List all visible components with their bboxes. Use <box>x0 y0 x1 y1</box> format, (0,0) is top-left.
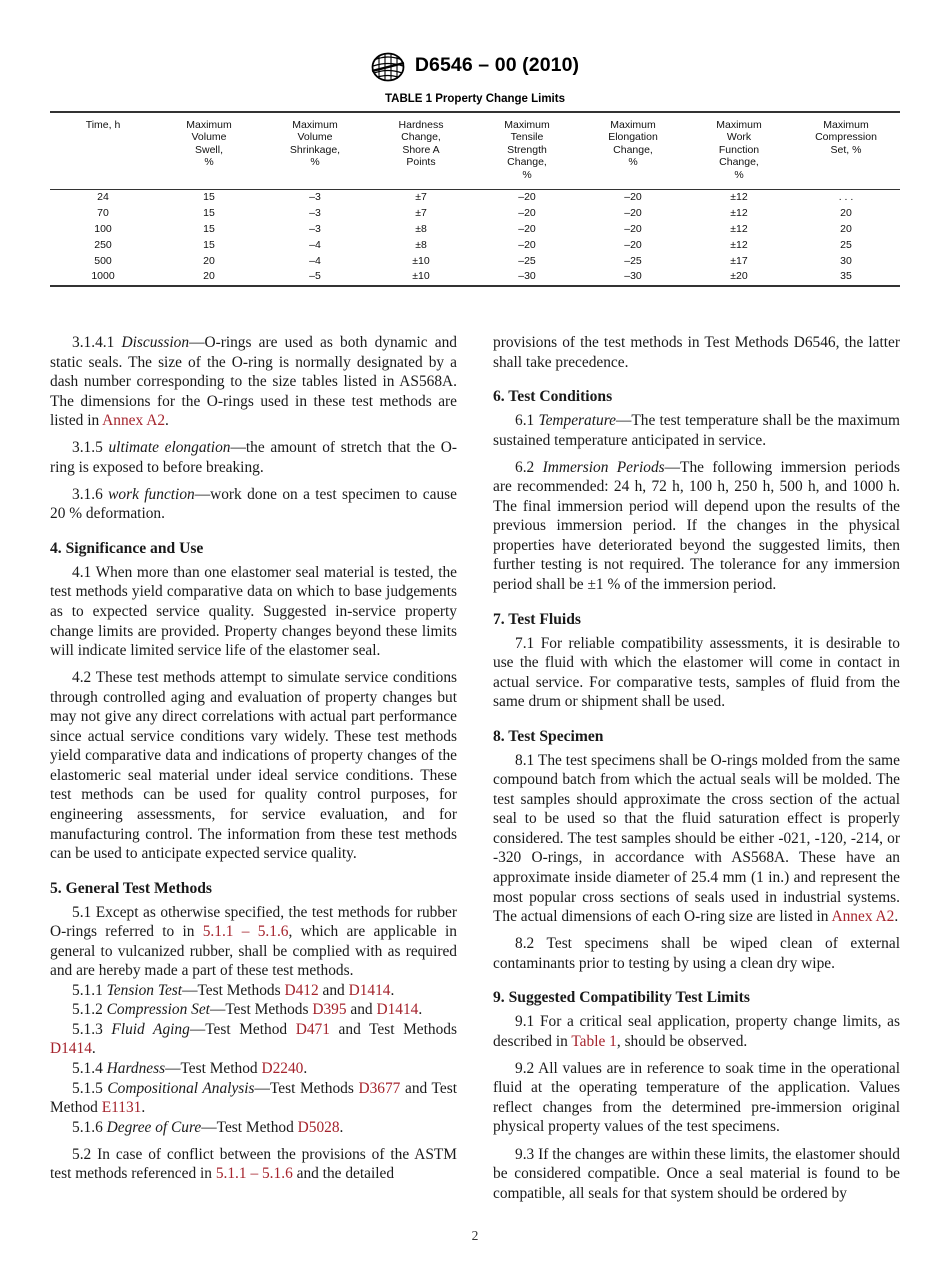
paragraph-text: The test specimens shall be O-rings molded from the same compound batch from which the actual seals will be molded. The test samples should approximate the cross section of the actual seal to be used so that the fluid saturation effect is properly considered. The test samples should be either -021, -120, -214, or -320 O-rings, in accordance with AS568A. These have an approximate inside diameter of 25.4 mm (1 in.) and represent the most popular cross sections of seals used in industrial systems. The actual dimensions of each O-ring size are listed in <box>493 751 900 926</box>
table-cell: ±12 <box>730 207 748 220</box>
paragraph-5-1 <box>50 903 457 981</box>
table-cell: ±7 <box>415 191 427 204</box>
table-cell: ±12 <box>730 191 748 204</box>
table-col-header: Time, h <box>85 119 121 131</box>
astm-logo-icon <box>371 52 405 82</box>
paragraph-5-2 <box>50 1145 457 1184</box>
paragraph-7-1 <box>493 634 900 712</box>
table-cell: –4 <box>309 238 321 251</box>
table-cell: 70 <box>97 207 109 220</box>
cross-reference-link[interactable]: D395 <box>312 1001 347 1019</box>
paragraph-text: —The test temperature shall be the maximum sustained temperature anticipated in service. <box>493 412 900 449</box>
table-cell: –20 <box>624 207 642 220</box>
table-cell: 15 <box>203 207 215 220</box>
paragraph-5-1-1 <box>50 981 457 1001</box>
cross-reference-link[interactable]: D471 <box>295 1020 330 1038</box>
paragraph-5-1-6 <box>50 1118 457 1138</box>
table-row <box>50 253 900 269</box>
cross-reference-link[interactable]: E1131 <box>101 1099 142 1117</box>
defined-term: Discussion <box>121 334 190 351</box>
defined-term: Fluid Aging <box>111 1020 190 1038</box>
document-designation: D6546 – 00 (2010) <box>414 53 580 76</box>
table-cell: 24 <box>97 191 109 204</box>
paragraph-text: . <box>390 981 395 999</box>
paragraph-text: . <box>894 908 899 926</box>
paragraph-text: —Test Methods <box>209 1001 313 1019</box>
table-cell: 30 <box>840 254 852 267</box>
defined-term: Temperature <box>538 412 616 430</box>
table-col-header: Maximum Volume Swell, % <box>186 119 232 169</box>
table-cell: –3 <box>309 191 321 204</box>
paragraph-text: . <box>91 1040 96 1058</box>
table-caption: TABLE 1 Property Change Limits <box>385 93 565 105</box>
cross-reference-link[interactable]: D2240 <box>261 1060 304 1077</box>
table-cell: ±12 <box>730 238 748 251</box>
table-cell: –20 <box>518 191 536 204</box>
paragraph-5-1-5 <box>50 1079 457 1118</box>
paragraph-text: If the changes are within these limits, the elastomer should be considered compatible. Once a seal material is found to be compatible, all seals for that system should be ordered by <box>493 1145 900 1202</box>
table-cell: –20 <box>518 222 536 235</box>
defined-term: Degree of Cure <box>106 1118 202 1136</box>
table-cell: 1000 <box>91 270 115 283</box>
cross-reference-link[interactable]: D1414 <box>50 1040 92 1058</box>
cross-reference-link[interactable]: Table 1 <box>571 1032 617 1050</box>
table-cell: 20 <box>840 222 852 235</box>
table-cell: 20 <box>203 254 215 267</box>
table-row <box>50 237 900 253</box>
paragraph-text: —Test Method <box>165 1060 262 1077</box>
paragraph-text: and the detailed <box>292 1165 395 1183</box>
clause-number: 5.1 <box>72 903 92 921</box>
table-cell: –3 <box>309 207 321 220</box>
clause-number: 5.1.5 <box>72 1079 103 1097</box>
page-number: 2 <box>471 1228 479 1243</box>
table-cell: 100 <box>94 222 112 235</box>
clause-number: 6.1 <box>515 412 535 430</box>
clause-number: 3.1.6 <box>72 485 103 503</box>
paragraph-text: These test methods attempt to simulate service conditions through controlled aging and evaluation of property changes but may not give any direct correlations with actual part performance since actual service conditions vary widely. These test methods yield comparative data and indications of property changes of the elastomeric seal material under ideal service conditions. These test methods can be used for quality control purposes, for engineering assessments, for service evaluation, and for manufacturing control. The information from these test methods can be used to anticipate expected service quality. <box>50 669 458 863</box>
cross-reference-link[interactable]: D3677 <box>358 1079 401 1097</box>
section-heading-8: 8. Test Specimen <box>493 727 604 745</box>
paragraph-text: When more than one elastomer seal material is tested, the test methods yield comparative data on which to base judgements as to expected service quality. Suggested in-service property change limits are provided. Property changes beyond these limits will indicate limited service life of the elastomer seal. <box>50 563 457 660</box>
property-change-limits-table <box>50 111 900 287</box>
table-row <box>50 222 900 238</box>
paragraph-5-1-2 <box>50 1000 457 1020</box>
paragraph-text: and Test Methods <box>329 1020 457 1038</box>
table-col-header: Maximum Work Function Change, % <box>716 119 762 181</box>
table-cell: –20 <box>518 207 536 220</box>
document-header <box>0 50 950 80</box>
paragraph-text: —Test Method <box>189 1020 296 1038</box>
clause-number: 8.1 <box>515 751 535 769</box>
table-cell: ±17 <box>730 254 748 267</box>
table-header-row <box>50 113 900 189</box>
table-cell: 25 <box>840 238 852 251</box>
clause-number: 3.1.5 <box>72 439 103 457</box>
clause-number: 4.1 <box>72 563 92 581</box>
table-cell: 500 <box>94 254 112 267</box>
clause-number: 5.1.3 <box>72 1020 103 1038</box>
table-row <box>50 190 900 206</box>
clause-number: 5.1.4 <box>72 1060 103 1077</box>
paragraph-text: , should be observed. <box>616 1032 748 1050</box>
table-cell: –3 <box>309 222 321 235</box>
paragraph-4-1 <box>50 563 457 661</box>
table-col-header: Maximum Compression Set, % <box>815 119 877 156</box>
table-cell: –20 <box>624 238 642 251</box>
paragraph-text: —the amount of stretch that the O-ring is exposed to before breaking. <box>50 439 457 476</box>
table-cell: ±12 <box>730 222 748 235</box>
table-cell: ±8 <box>415 222 427 235</box>
paragraph-text: . <box>339 1118 344 1136</box>
paragraph-text: For a critical seal application, property change limits, as described in <box>493 1013 900 1050</box>
clause-number: 5.1.1 <box>72 981 103 999</box>
clause-number: 8.2 <box>515 935 535 953</box>
table-col-header: Maximum Volume Shrinkage, % <box>289 119 341 169</box>
defined-term: work function <box>108 485 195 503</box>
table-cell: 15 <box>203 238 215 251</box>
paragraph-text: In case of conflict between the provisions of the ASTM test methods referenced in <box>50 1145 457 1183</box>
paragraph-text: —Test Method <box>201 1118 298 1136</box>
paragraph-text: All values are in reference to soak time in the operational fluid at the operating temperature of the application. Values reflect changes from the determined pre-immersion original physical property values of the test specimens. <box>493 1059 900 1136</box>
table-cell: 15 <box>203 222 215 235</box>
clause-number: 5.2 <box>72 1145 92 1163</box>
defined-term: Compositional Analysis <box>107 1079 255 1097</box>
paragraph-8-2 <box>493 934 900 973</box>
section-heading-6: 6. Test Conditions <box>493 388 613 406</box>
paragraph-text: and <box>318 981 349 999</box>
paragraph-text: . <box>418 1001 423 1019</box>
paragraph-text: and <box>346 1001 377 1019</box>
paragraph-6-2 <box>493 458 900 595</box>
paragraph-6-1 <box>493 411 900 450</box>
clause-number: 7.1 <box>515 634 535 652</box>
table-cell: –5 <box>309 270 321 283</box>
table-col-header: Hardness Change, Shore A Points <box>398 119 444 169</box>
table-cell: 35 <box>840 270 852 283</box>
cross-reference-link[interactable]: 5.1.1 – 5.1.6 <box>202 923 289 941</box>
table-row <box>50 269 900 285</box>
section-heading-9: 9. Suggested Compatibility Test Limits <box>493 989 750 1007</box>
table-row <box>50 206 900 222</box>
clause-number: 9.2 <box>515 1059 535 1077</box>
body-two-column-layout <box>50 333 900 1213</box>
paragraph-text: . <box>303 1060 308 1077</box>
table-cell: –20 <box>518 238 536 251</box>
table-cell: ±20 <box>730 270 748 283</box>
paragraph-4-2 <box>50 668 457 863</box>
clause-number: 5.1.2 <box>72 1001 103 1019</box>
clause-number: 3.1.4.1 <box>72 334 115 351</box>
table-cell: –25 <box>624 254 642 267</box>
table-cell: –30 <box>624 270 642 283</box>
cross-reference-link[interactable]: 5.1.1 – 5.1.6 <box>215 1165 293 1183</box>
table-cell: ±10 <box>412 254 430 267</box>
paragraph-9-3 <box>493 1145 900 1204</box>
defined-term: ultimate elongation <box>108 439 231 457</box>
table-cell: ±7 <box>415 207 427 220</box>
clause-number: 9.3 <box>515 1145 535 1163</box>
paragraph-3-1-5 <box>50 438 457 477</box>
table-cell: –30 <box>518 270 536 283</box>
table-bottom-rule <box>50 285 900 287</box>
paragraph-9-2 <box>493 1059 900 1137</box>
table-col-header: Maximum Tensile Strength Change, % <box>504 119 550 181</box>
clause-number: 6.2 <box>515 458 535 476</box>
table-cell: 250 <box>94 238 112 251</box>
defined-term: Tension Test <box>106 981 183 999</box>
table-cell: –4 <box>309 254 321 267</box>
paragraph-text: , which are applicable in general to vulcanized rubber, shall be complied with as required and are hereby made a part of these test methods. <box>50 923 457 980</box>
paragraph-text: Test specimens shall be wiped clean of external contaminants prior to testing by using a clean dry wipe. <box>493 935 900 972</box>
cross-reference-link[interactable]: Annex A2 <box>831 908 895 926</box>
table-cell: –20 <box>624 222 642 235</box>
section-heading-5: 5. General Test Methods <box>50 879 212 897</box>
paragraph-text: —The following immersion periods are recommended: 24 h, 72 h, 100 h, 250 h, 500 h, and 1000 h. The final immersion period will depend upon the results of the previous immersion period. If the changes in the physical properties have deteriorated beyond the suggested limits, then further testing is not required. The tolerance for any immersion period shall be ±1 % of the immersion period. <box>493 458 900 593</box>
section-heading-4: 4. Significance and Use <box>50 539 204 557</box>
table-cell: 15 <box>203 191 215 204</box>
cross-reference-link[interactable]: D5028 <box>297 1118 340 1136</box>
clause-number: 4.2 <box>72 669 92 687</box>
paragraph-text: . <box>141 1099 146 1117</box>
paragraph-text: —Test Methods <box>254 1079 359 1097</box>
paragraph-text: Except as otherwise specified, the test methods for rubber O-rings referred to in <box>50 903 457 941</box>
section-heading-7: 7. Test Fluids <box>493 610 581 628</box>
paragraph-text: and Test Method <box>50 1079 457 1117</box>
table-col-header: Maximum Elongation Change, % <box>608 119 658 169</box>
table-cell: ±10 <box>412 270 430 283</box>
table-cell: ±8 <box>415 238 427 251</box>
paragraph-9-1 <box>493 1012 900 1051</box>
defined-term: Immersion Periods <box>542 458 665 476</box>
paragraph-3-1-6 <box>50 485 457 524</box>
table-cell: –20 <box>624 191 642 204</box>
table-cell: 20 <box>840 207 852 220</box>
table-cell: –25 <box>518 254 536 267</box>
paragraph-5-1-3 <box>50 1020 457 1059</box>
paragraph-5-2-continued: provisions of the test methods in Test Methods D6546, the latter shall take precedence. <box>493 334 900 371</box>
paragraph-3-1-4-1 <box>50 333 457 431</box>
clause-number: 9.1 <box>515 1013 535 1031</box>
paragraph-text: For reliable compatibility assessments, it is desirable to use the fluid with which the elastomer will come in contact in actual service. For comparative tests, samples of fluid from the same drum or shipment shall be used. <box>493 634 900 711</box>
left-column <box>50 333 457 1213</box>
paragraph-8-1 <box>493 751 900 927</box>
paragraph-text: . <box>165 412 169 430</box>
defined-term: Hardness <box>106 1060 166 1077</box>
paragraph-text: —Test Methods <box>182 981 285 999</box>
cross-reference-link[interactable]: Annex A2 <box>102 412 166 430</box>
table-cell: . . . <box>838 191 854 204</box>
table-cell: 20 <box>203 270 215 283</box>
paragraph-5-1-4 <box>50 1059 457 1079</box>
paragraph-text: —O-rings are used as both dynamic and static seals. The size of the O-ring is normally designated by a dash number corresponding to the size tables listed in AS568A. The dimensions for the O-rings used in these test methods are listed in <box>50 334 457 430</box>
paragraph-text: —work done on a test specimen to cause 20 % deformation. <box>50 485 457 523</box>
cross-reference-link[interactable]: D1414 <box>348 981 391 999</box>
cross-reference-link[interactable]: D412 <box>284 981 319 999</box>
defined-term: Compression Set <box>106 1001 210 1019</box>
right-column <box>493 333 900 1213</box>
clause-number: 5.1.6 <box>72 1118 103 1136</box>
cross-reference-link[interactable]: D1414 <box>376 1001 419 1019</box>
